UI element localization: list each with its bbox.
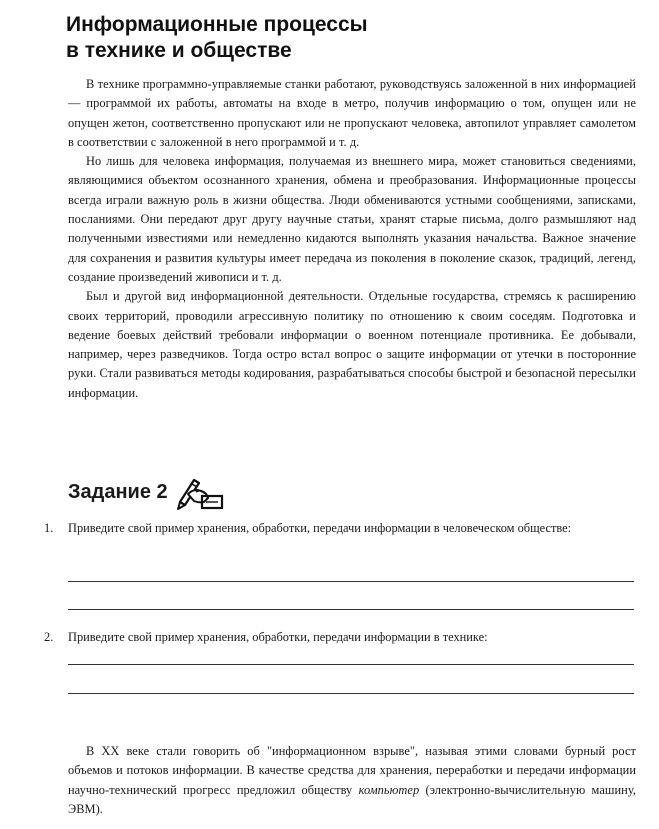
paragraph — [68, 742, 636, 819]
answer-line[interactable] — [68, 664, 634, 665]
intro-text — [68, 75, 636, 403]
answer-line[interactable] — [68, 581, 634, 582]
question-text: Приведите свой пример хранения, обработки, передачи информации в человеческом обществе: — [68, 521, 572, 535]
task-heading — [68, 472, 226, 512]
page-title — [66, 12, 586, 64]
page-title-line-1: Информационные процессы — [66, 13, 368, 36]
question-2 — [44, 628, 636, 647]
task-title: Задание 2 — [68, 480, 168, 503]
page-title-line-2: в технике и обществе — [66, 39, 292, 62]
question-1 — [44, 519, 636, 538]
paragraph: В технике программно-управляемые станки работают, руководствуясь заложенной в них информацией — программой их работы, автоматы на входе в метро, получив информацию о том, опущен или не опущен жетон, соответственно пропускают или не пропускают человека, автопилот управляет самолетом в соответствии с заложенной в него программой и т. д. — [68, 77, 636, 149]
answer-line[interactable] — [68, 609, 634, 610]
paragraph: Был и другой вид информационной деятельности. Отдельные государства, стремясь к расширению своих территорий, проводили агрессивную политику по отношению к своим соседям. Подготовка и ведение боевых действий требовали информации о военном потенциале противника. Ее добывали, например, через разведчиков. Тогда остро встал вопрос о защите информации от утечки в посторонние руки. Стали развиваться методы кодирования, разрабатываться способы быстрой и безопасной пересылки информации. — [68, 289, 636, 400]
answer-line[interactable] — [68, 693, 634, 694]
question-number: 2. — [44, 630, 54, 644]
question-text: Приведите свой пример хранения, обработки, передачи информации в технике: — [68, 630, 488, 644]
outro-text-part: (электронно-вычислительную машину, ЭВМ). — [68, 782, 636, 816]
outro-italic-term: компьютер — [358, 782, 420, 797]
outro-text — [68, 742, 636, 819]
pencil-writing-icon — [174, 472, 226, 512]
outro-text-part: В XX веке стали говорить об "информационном взрыве", называя этими словами бурный рост объемов и потоков информации. В качестве средства для хранения, переработки и передачи информации научно-технический прогресс предложил обществу — [68, 744, 636, 797]
paragraph: Но лишь для человека информация, получаемая из внешнего мира, может становиться сведениями, являющимися объектом осознанного хранения, обмена и преобразования. Информационные процессы всегда играли важную роль в жизни общества. Люди обмениваются устными сообщениями, записками, посланиями. Они передают друг другу научные статьи, хранят старые письма, долго размышляют над полученными известиями или немедленно кидаются выполнять указания начальства. Важное значение для сохранения и развития культуры имеет передача из поколения в поколение сказок, традиций, легенд, создание произведений живописи и т. д. — [68, 154, 636, 284]
question-number: 1. — [44, 521, 54, 535]
